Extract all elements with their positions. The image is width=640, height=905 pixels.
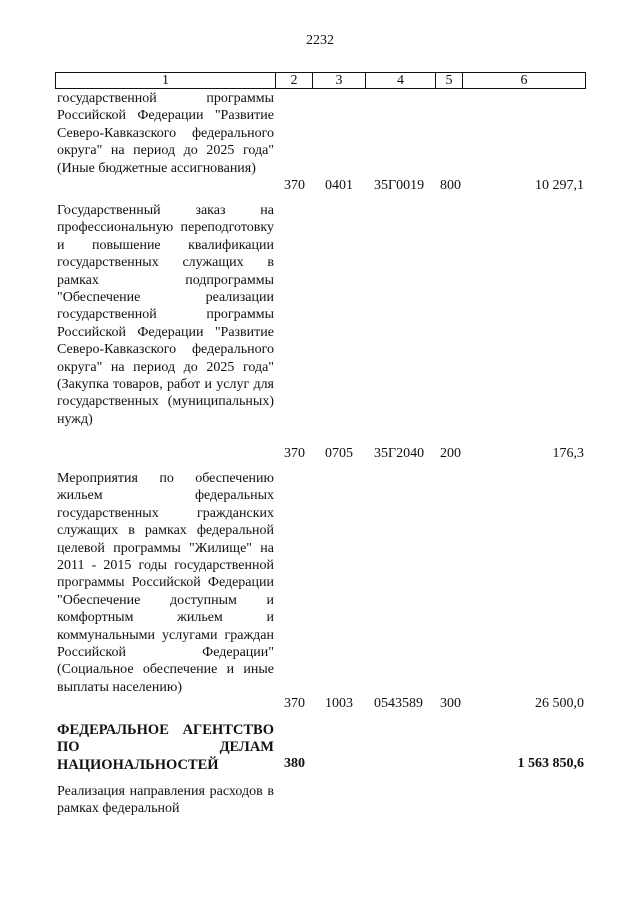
row-amount: 1 563 850,6 [517, 756, 584, 771]
row-ministry: 370 [284, 696, 305, 711]
row-description: государственной программы Российской Федерации "Развитие Северо-Кавказского федерального округа" на период до 2025 года" (Иные бюджетные ассигнования) [57, 91, 274, 176]
row-type: 800 [440, 178, 461, 193]
row-ministry: 370 [284, 446, 305, 461]
row-section: 1003 [325, 696, 353, 711]
row-amount: 10 297,1 [535, 178, 584, 193]
row-type: 300 [440, 696, 461, 711]
row-amount: 26 500,0 [535, 696, 584, 711]
header-col-2: 2 [275, 72, 313, 89]
row-description: Мероприятия по обеспечению жильем федеральных государственных гражданских служащих в рамках федеральной целевой программы "Жилище" на 2011 - 2015 годы государственной программы Российской Федерации "Обеспечение доступным и комфортным жильем и коммунальными услугами граждан Российской Федерации" (Социальное обеспечение и иные выплаты населению) [57, 471, 274, 695]
header-col-3: 3 [312, 72, 366, 89]
row-amount: 176,3 [552, 446, 584, 461]
row-target: 0543589 [374, 696, 423, 711]
row-section: 0705 [325, 446, 353, 461]
row-target: 35Г0019 [374, 178, 425, 193]
row-description: Реализация направления расходов в рамках федеральной [57, 784, 274, 817]
row-ministry: 370 [284, 178, 305, 193]
header-col-1: 1 [55, 72, 276, 89]
page-number: 2232 [306, 33, 334, 48]
header-col-4: 4 [365, 72, 436, 89]
agency-title: ФЕДЕРАЛЬНОЕ АГЕНТСТВО ПО ДЕЛАМ НАЦИОНАЛЬНОСТЕЙ [57, 722, 274, 773]
row-type: 200 [440, 446, 461, 461]
row-description: Государственный заказ на профессиональную переподготовку и повышение квалификации государственных служащих в рамках подпрограммы "Обеспечение реализации государственной программы Российской Федерации "Развитие Северо-Кавказского федерального округа" на период до 2025 года" (Закупка товаров, работ и услуг для государственных (муниципальных) нужд) [57, 203, 274, 427]
row-section: 0401 [325, 178, 353, 193]
header-col-5: 5 [435, 72, 463, 89]
row-ministry: 380 [284, 756, 305, 771]
header-col-6: 6 [462, 72, 586, 89]
row-target: 35Г2040 [374, 446, 425, 461]
